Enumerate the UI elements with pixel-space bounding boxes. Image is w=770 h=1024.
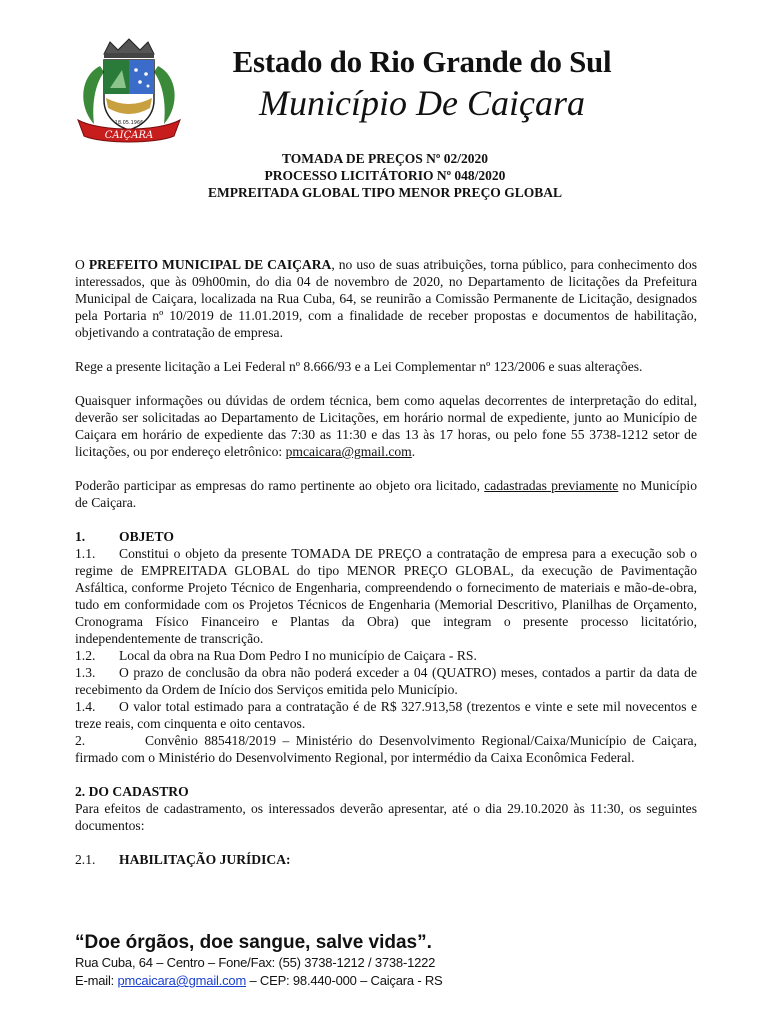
- section-objeto: [75, 528, 697, 766]
- footer-slogan: “Doe órgãos, doe sangue, salve vidas”.: [75, 932, 432, 953]
- svg-text:18.05.1966: 18.05.1966: [114, 120, 144, 126]
- mayor-title: PREFEITO MUNICIPAL DE CAIÇARA: [88, 257, 332, 272]
- info-paragraph: Quaisquer informações ou dúvidas de ordem técnica, bem como aquelas decorrentes de interpretação do edital, deverão ser solicitadas ao Departamento de Licitações, em horário normal de expediente, junto ao Município de Caiçara em horário de expediente das 7:30 as 11:30 e das 13 às 17 horas, ou pelo fone 55 3738-1212 setor de licitações, ou por endereço eletrônico: pmcaicara@gmail.com.: [75, 393, 697, 459]
- list-item: 1.4. O valor total estimado para a contratação é de R$ 327.913,58 (trezentos e vinte e sete mil novecentos e treze reais, com cinquenta e oito centavos.: [75, 699, 697, 731]
- document-body: [75, 256, 697, 868]
- intro-paragraph: O PREFEITO MUNICIPAL DE CAIÇARA, no uso de suas atribuições, torna público, para conhecimento dos interessados, que às 09h00min, do dia 04 de novembro de 2020, no Departamento de licitações da Prefeitura Municipal de Caiçara, localizada na Rua Cuba, 64, se reunirão a Comissão Permanente de Licitação, designados pela Portaria nº 10/2019 de 11.01.2019, com a finalidade de receber propostas e documentos de habilitação, objetivando a contratação de empresa.: [75, 257, 697, 340]
- section-habilitacao-heading: 2.1. HABILITAÇÃO JURÍDICA:: [75, 852, 291, 867]
- law-paragraph: Rege a presente licitação a Lei Federal nº 8.666/93 e a Lei Complementar nº 123/2006 e suas alterações.: [75, 359, 643, 374]
- process-line-2: PROCESSO LICITÁTORIO Nº 048/2020: [264, 168, 506, 183]
- state-title: Estado do Rio Grande do Sul: [232, 44, 612, 79]
- process-line-1: TOMADA DE PREÇOS Nº 02/2020: [282, 151, 488, 166]
- section-cadastro-text: Para efeitos de cadastramento, os interessados deverão apresentar, até o dia 29.10.2020 às 11:30, os seguintes documentos:: [75, 801, 697, 833]
- registered-emphasis: cadastradas previamente: [484, 478, 619, 493]
- footer-email-link[interactable]: pmcaicara@gmail.com: [117, 973, 247, 988]
- contact-email-link[interactable]: pmcaicara@gmail.com: [285, 444, 412, 459]
- list-item: 2. Convênio 885418/2019 – Ministério do Desenvolvimento Regional/Caixa/Município de Caiçara, firmado com o Ministério do Desenvolvimento Regional, por intermédio da Caixa Econômica Federal.: [75, 733, 697, 765]
- footer-contact: E-mail: pmcaicara@gmail.com – CEP: 98.440-000 – Caiçara - RS: [75, 973, 443, 988]
- list-item: 1.1. Constitui o objeto da presente TOMADA DE PREÇO a contratação de empresa para a execução sob o regime de EMPREITADA GLOBAL do tipo MENOR PREÇO GLOBAL, da execução de Pavimentação Asfáltica, conforme Projeto Técnico de Engenharia, compreendendo o fornecimento de materiais e mão-de-obra, tudo em conformidade com os Projetos Técnicos de Engenharia (Memorial Descritivo, Planilhas de Orçamento, Cronograma Físico Financeiro e Plantas da Obra) que integram o presente processo licitatório, independentemente de transcrição.: [75, 546, 697, 646]
- svg-text:CAIÇARA: CAIÇARA: [104, 130, 154, 141]
- municipality-title: Município De Caiçara: [259, 83, 585, 123]
- municipal-crest-icon: [70, 36, 188, 144]
- section-cadastro: [75, 783, 697, 834]
- list-item: 1.3. O prazo de conclusão da obra não poderá exceder a 04 (QUATRO) meses, contados a partir da data de recebimento da Ordem de Início dos Serviços emitida pelo Município.: [75, 665, 697, 697]
- participation-paragraph: Poderão participar as empresas do ramo pertinente ao objeto ora licitado, cadastradas previamente no Município de Caiçara.: [75, 478, 698, 510]
- section-objeto-heading: 1. OBJETO: [75, 529, 174, 544]
- footer-address: Rua Cuba, 64 – Centro – Fone/Fax: (55) 3738-1212 / 3738-1222: [75, 955, 436, 970]
- process-line-3: EMPREITADA GLOBAL TIPO MENOR PREÇO GLOBAL: [208, 185, 562, 200]
- section-cadastro-heading: 2. DO CADASTRO: [75, 784, 189, 799]
- list-item: 1.2. Local da obra na Rua Dom Pedro I no município de Caiçara - RS.: [75, 648, 477, 663]
